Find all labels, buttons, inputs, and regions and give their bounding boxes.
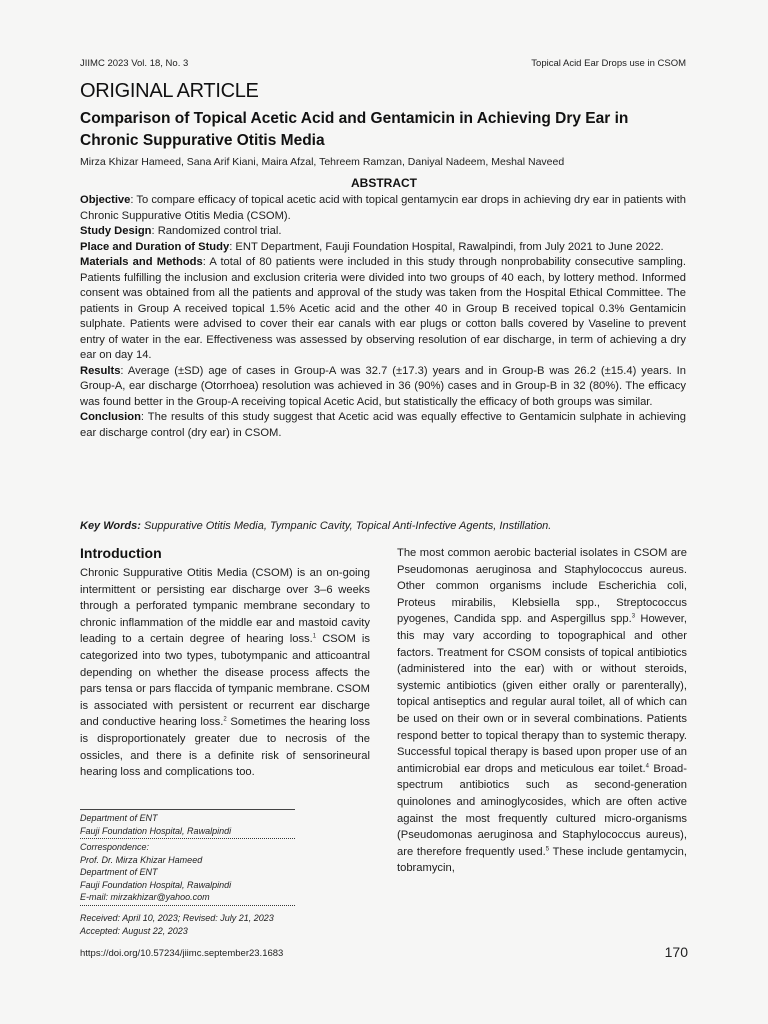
conclusion-label: Conclusion [80, 411, 141, 423]
correspondence-hospital: Fauji Foundation Hospital, Rawalpindi [80, 879, 232, 890]
keywords-text: Suppurative Otitis Media, Tympanic Cavity, Topical Anti-Infective Agents, Instillation. [140, 520, 552, 532]
right-column [397, 545, 687, 877]
intro-text: Sometimes the hearing loss is disproportionately greater due to necrosis of the ossicles, and there is a definite risk of sensorineural hearing loss and complications too. [80, 716, 370, 779]
doi-link[interactable]: https://doi.org/10.57234/jiimc.september23.1683 [80, 948, 284, 959]
abstract-methods [80, 255, 686, 364]
intro-text: Broad-spectrum antibiotics such as second-generation quinolones and aminoglycosides, which are often active against the most frequently cultured micro-organisms (Pseudomonas aeruginosa and Staphylococcus aureus), are therefore frequently used. [397, 762, 688, 858]
divider [80, 905, 295, 906]
conclusion-text: : The results of this study suggest that Acetic acid was equally effective to Gentamicin sulphate in achieving ear discharge control (dry ear) in CSOM. [80, 411, 686, 439]
abstract-conclusion [80, 410, 686, 441]
running-title: Topical Acid Ear Drops use in CSOM [531, 58, 686, 69]
affiliation-footnote [80, 809, 295, 908]
intro-text: The most common aerobic bacterial isolates in CSOM are Pseudomonas aeruginosa and Staphylococcus aureus. Other common organisms include Escherichia coli, Proteus mirabilis, Klebsiella spp., Streptococcus pyogenes, Candida spp. and Aspergillus spp. [397, 547, 687, 626]
received-date: Received: April 10, 2023; Revised: July 21, 2023 [80, 913, 274, 923]
objective-text: : To compare efficacy of topical acetic acid with topical gentamycin ear drops in achieving dry ear in patients with Chronic Suppurative Otitis Media (CSOM). [80, 194, 686, 222]
divider [80, 838, 295, 839]
reference-3: 3 [631, 613, 636, 620]
introduction-heading: Introduction [80, 545, 162, 561]
reference-5: 5 [545, 845, 550, 852]
article-type: ORIGINAL ARTICLE [80, 80, 259, 102]
intro-paragraph-1 [80, 565, 370, 781]
left-column [80, 545, 370, 781]
page-number: 170 [664, 944, 688, 960]
abstract-heading: ABSTRACT [351, 176, 417, 190]
results-text: : Average (±SD) age of cases in Group-A was 32.7 (±17.3) years and in Group-B was 26.2 (±15.4) years. In Group-A, ear discharge (Otorrhoea) resolution was achieved in 36 (90%) cases and in Group-B in 32 (80%). The efficacy was found better in the Group-A receiving topical Acetic Acid, but statistically the efficacy of both groups was similar. [80, 364, 686, 408]
article-dates [80, 912, 340, 937]
intro-paragraph-2 [397, 545, 687, 877]
correspondence-label: Correspondence: [80, 842, 150, 852]
reference-4: 4 [645, 762, 649, 769]
abstract-body [80, 193, 686, 441]
results-label: Results [80, 364, 121, 377]
methods-label: Materials and Methods [80, 256, 203, 268]
intro-text: Chronic Suppurative Otitis Media (CSOM) is an on-going intermittent or persisting ear discharge over 3–6 weeks through a perforated tympanic membrane secondary to chronic inflammation of the middle ear and mastoid cavity leading to a certain degree of hearing loss. [80, 567, 370, 646]
journal-citation: JIIMC 2023 Vol. 18, No. 3 [80, 58, 189, 69]
reference-1: 1 [312, 633, 317, 640]
abstract-results [80, 364, 686, 411]
intro-text: However, this may vary according to topographical and other factors. Treatment for CSOM consists of topical antibiotics (administered into the ear) with or without steroids, systemic antibiotics (given either orally or parenterally), topical antiseptics and regular aural toilet, all of which can be used on their own or in several combinations. Patients respond better to topical therapy than to systemic therapy. Successful topical therapy is based upon proper use of an antimicrobial ear drops and meticulous ear toilet. [397, 613, 688, 775]
keywords-label: Key Words: [80, 520, 141, 532]
running-header [80, 58, 686, 69]
correspondence-name: Prof. Dr. Mirza Khizar Hameed [80, 854, 203, 865]
design-label: Study Design [80, 225, 152, 237]
methods-text: : A total of 80 patients were included in this study through nonprobability consecutive sampling. Patients fulfilling the inclusion and exclusion criteria were divided into two groups of 40 each, by lottery method. Informed consent was obtained from all the patients and approval of the study was taken from the Hospital Ethical Committee. The patients in Group A received topical 1.5% Acetic acid and the other 40 in Group B received topical 0.3% Gentamicin sulphate. Patients were advised to cover their ear canals with ear plugs or cotton balls covered by Vaseline to prevent entry of water in the ear. Effectiveness was assessed by observing resolution of ear discharge, in term of achieving a dry ear on day 14. [80, 256, 687, 361]
place-text: : ENT Department, Fauji Foundation Hospital, Rawalpindi, from July 2021 to June 2022. [229, 240, 664, 253]
article-title: Comparison of Topical Acetic Acid and Gentamicin in Achieving Dry Ear in Chronic Suppurative Otitis Media [80, 110, 629, 149]
reference-2: 2 [223, 716, 227, 723]
author-list: Mirza Khizar Hameed, Sana Arif Kiani, Maira Afzal, Tehreem Ramzan, Daniyal Nadeem, Meshal Naveed [80, 156, 565, 168]
keywords [80, 520, 686, 532]
abstract-place [80, 240, 686, 256]
design-text: : Randomized control trial. [151, 225, 282, 237]
affiliation-dept: Department of ENT [80, 813, 158, 823]
abstract-design [80, 224, 686, 240]
correspondence-dept: Department of ENT [80, 867, 158, 877]
correspondence-email: E-mail: mirzakhizar@yahoo.com [80, 892, 210, 902]
intro-text: CSOM is categorized into two types, tubotympanic and atticoantral depending on whether the disease process affects the pars tensa or pars flaccida of tympanic membrane. CSOM is associated with persistent or recurrent ear discharge and conductive hearing loss. [80, 633, 370, 729]
objective-label: Objective [80, 194, 131, 206]
place-label: Place and Duration of Study [80, 240, 230, 253]
affiliation-hospital: Fauji Foundation Hospital, Rawalpindi [80, 825, 232, 836]
accepted-date: Accepted: August 22, 2023 [80, 925, 188, 936]
intro-text: These include gentamycin, tobramycin, [397, 845, 687, 875]
abstract-objective [80, 193, 686, 224]
